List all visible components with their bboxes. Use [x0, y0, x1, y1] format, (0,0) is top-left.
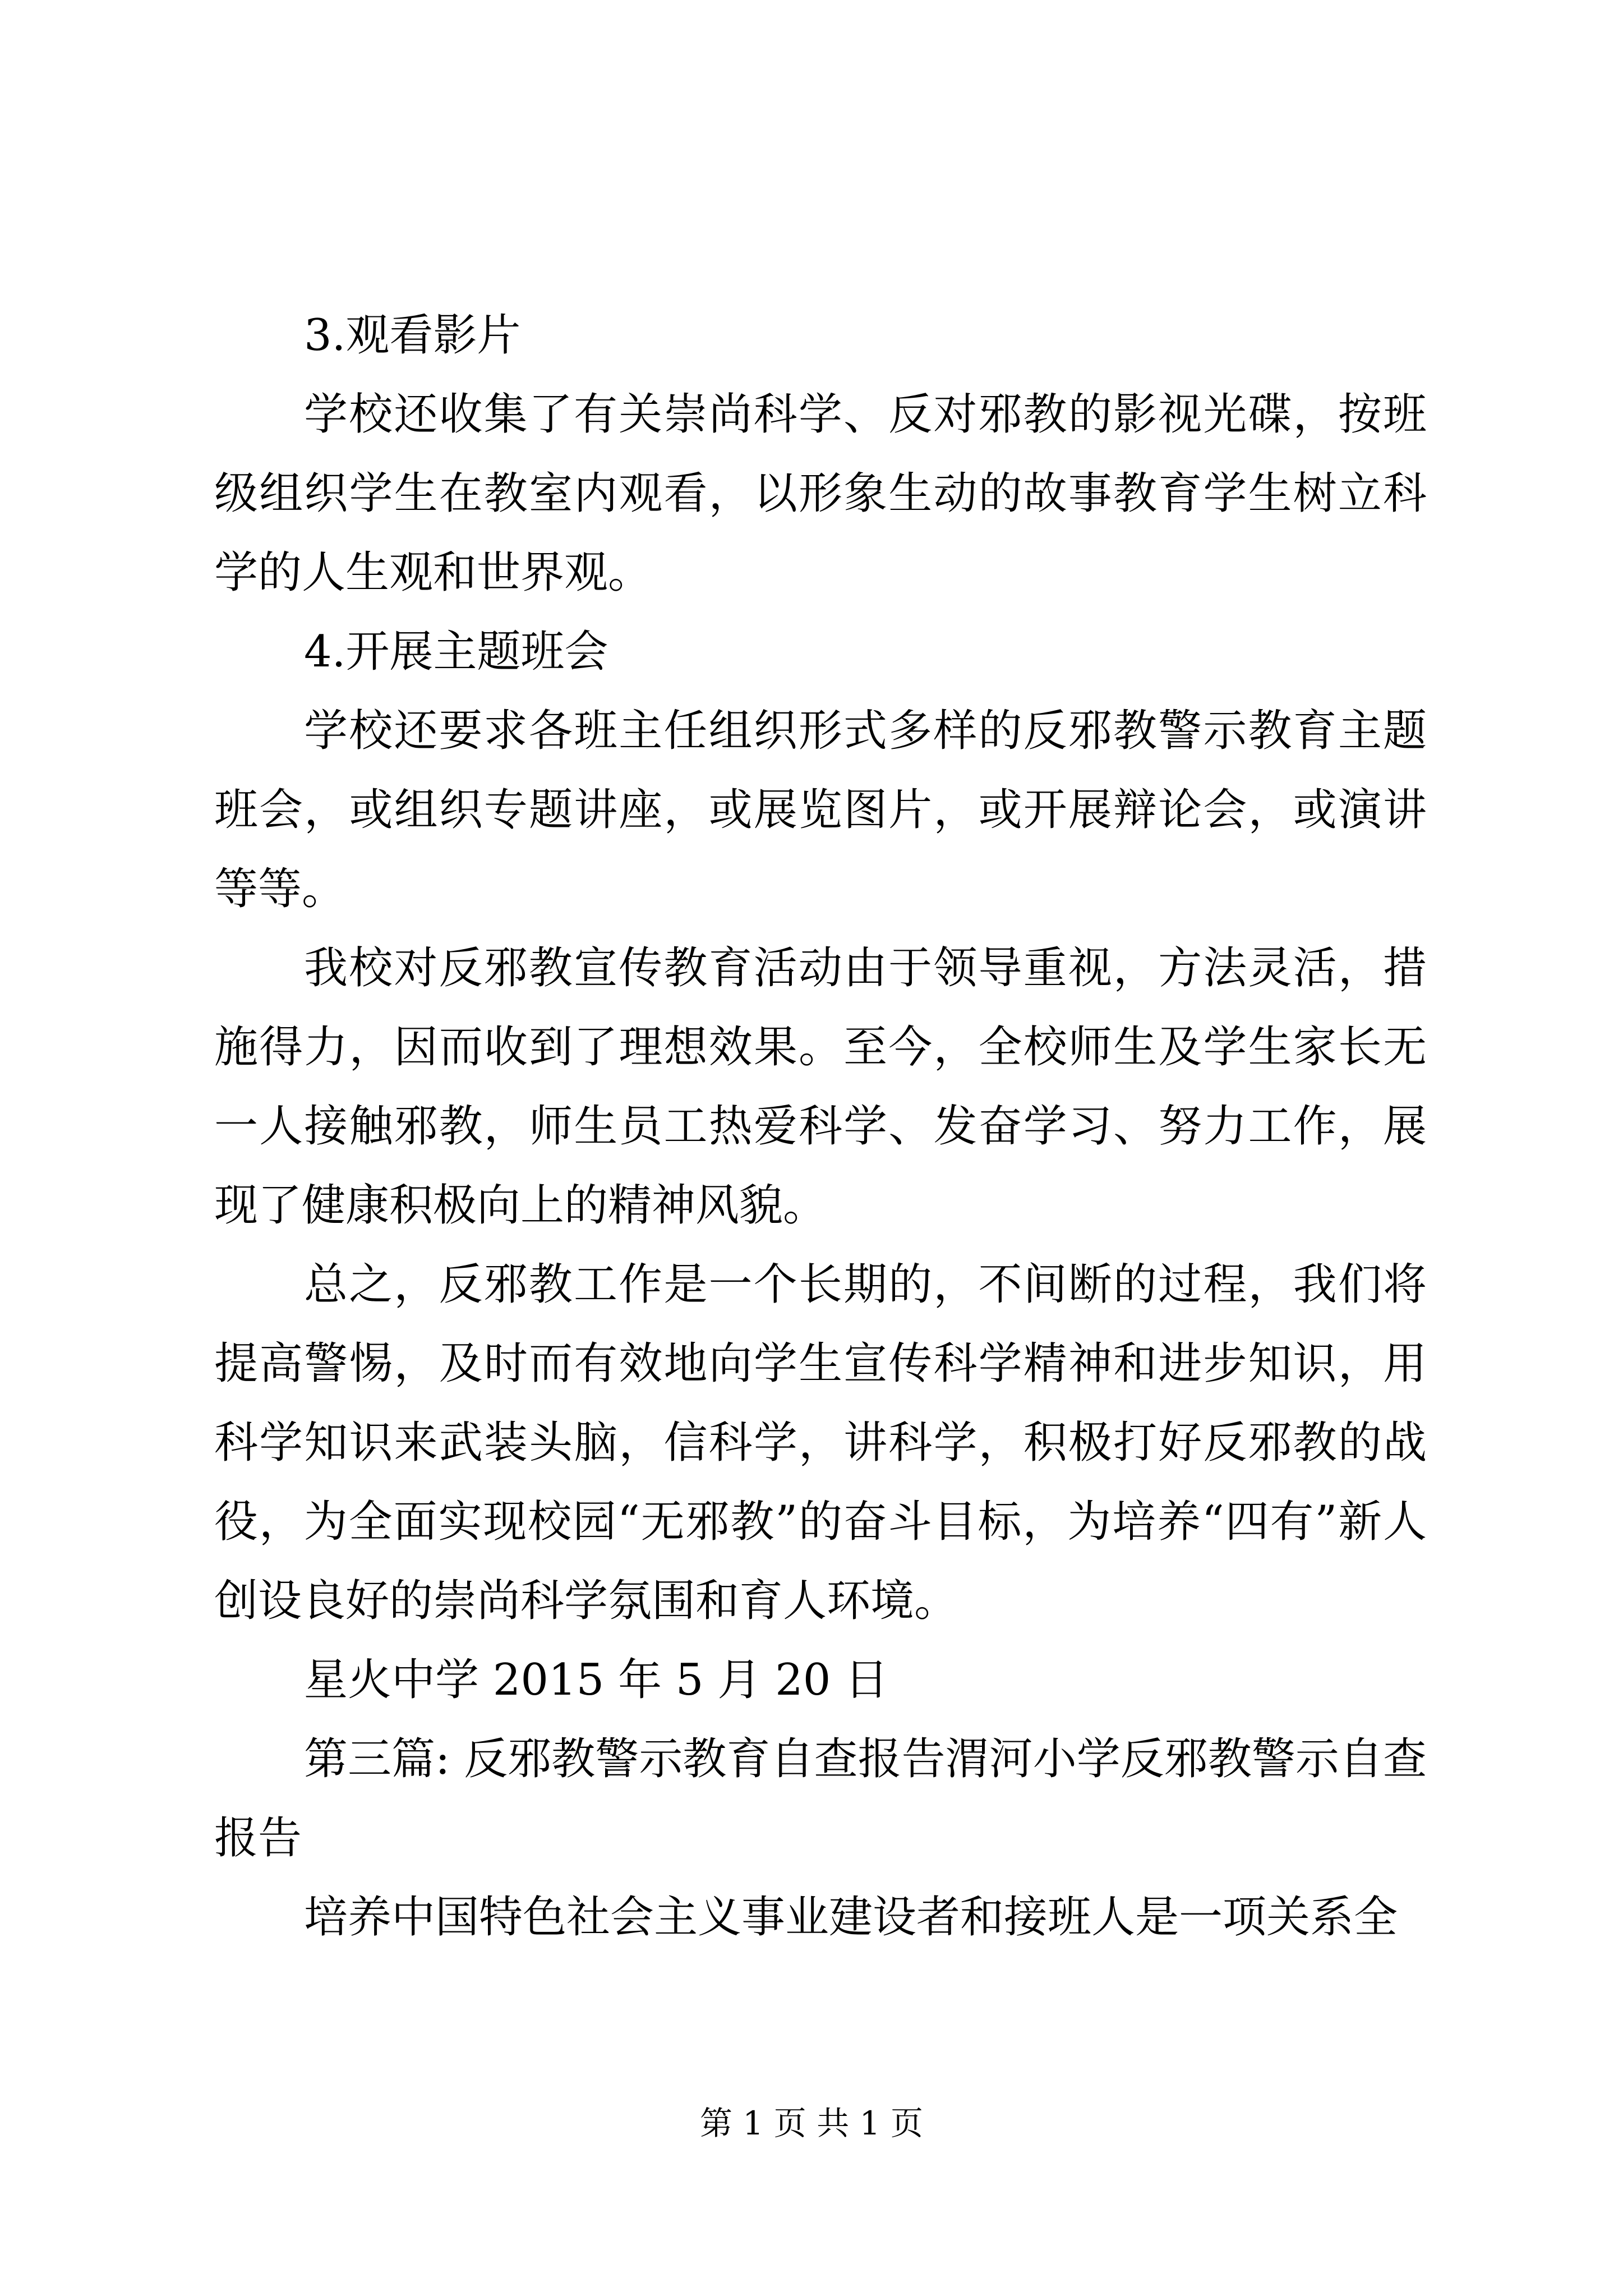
- paragraph-class-meeting: 学校还要求各班主任组织形式多样的反邪教警示教育主题班会，或组织专题讲座，或展览图片，或开展辩论会，或演讲等等。: [214, 706, 1427, 914]
- section-heading-watch-films: 3.观看影片: [304, 310, 521, 361]
- paragraph-conclusion: 总之，反邪教工作是一个长期的，不间断的过程，我们将提高警惕，及时而有效地向学生宣传科学精神和进步知识，用科学知识来武装头脑，信科学，讲科学，积极打好反邪教的战役，为全面实现校园“无邪教”的奋斗目标，为培养“四有”新人创设良好的崇尚科学氛围和育人环境。: [214, 1259, 1427, 1626]
- section-heading-class-meeting: 4.开展主题班会: [304, 627, 608, 677]
- section-title-third-article: 第三篇: 反邪教警示教育自查报告渭河小学反邪教警示自查报告: [214, 1734, 1427, 1864]
- signature-date: 星火中学 2015 年 5 月 20 日: [304, 1655, 889, 1705]
- paragraph-watch-films: 学校还收集了有关崇尚科学、反对邪教的影视光碟，按班级组织学生在教室内观看，以形象生动的故事教育学生树立科学的人生观和世界观。: [214, 389, 1427, 598]
- paragraph-results: 我校对反邪教宣传教育活动由于领导重视，方法灵活，措施得力，因而收到了理想效果。至今，全校师生及学生家长无一人接触邪教，师生员工热爱科学、发奋学习、努力工作，展现了健康积极向上的精神风貌。: [214, 943, 1427, 1231]
- paragraph-third-article-intro: 培养中国特色社会主义事业建设者和接班人是一项关系全: [304, 1892, 1398, 1943]
- page-footer: 第 1 页 共 1 页: [700, 2104, 923, 2142]
- document-body: [214, 296, 1427, 1957]
